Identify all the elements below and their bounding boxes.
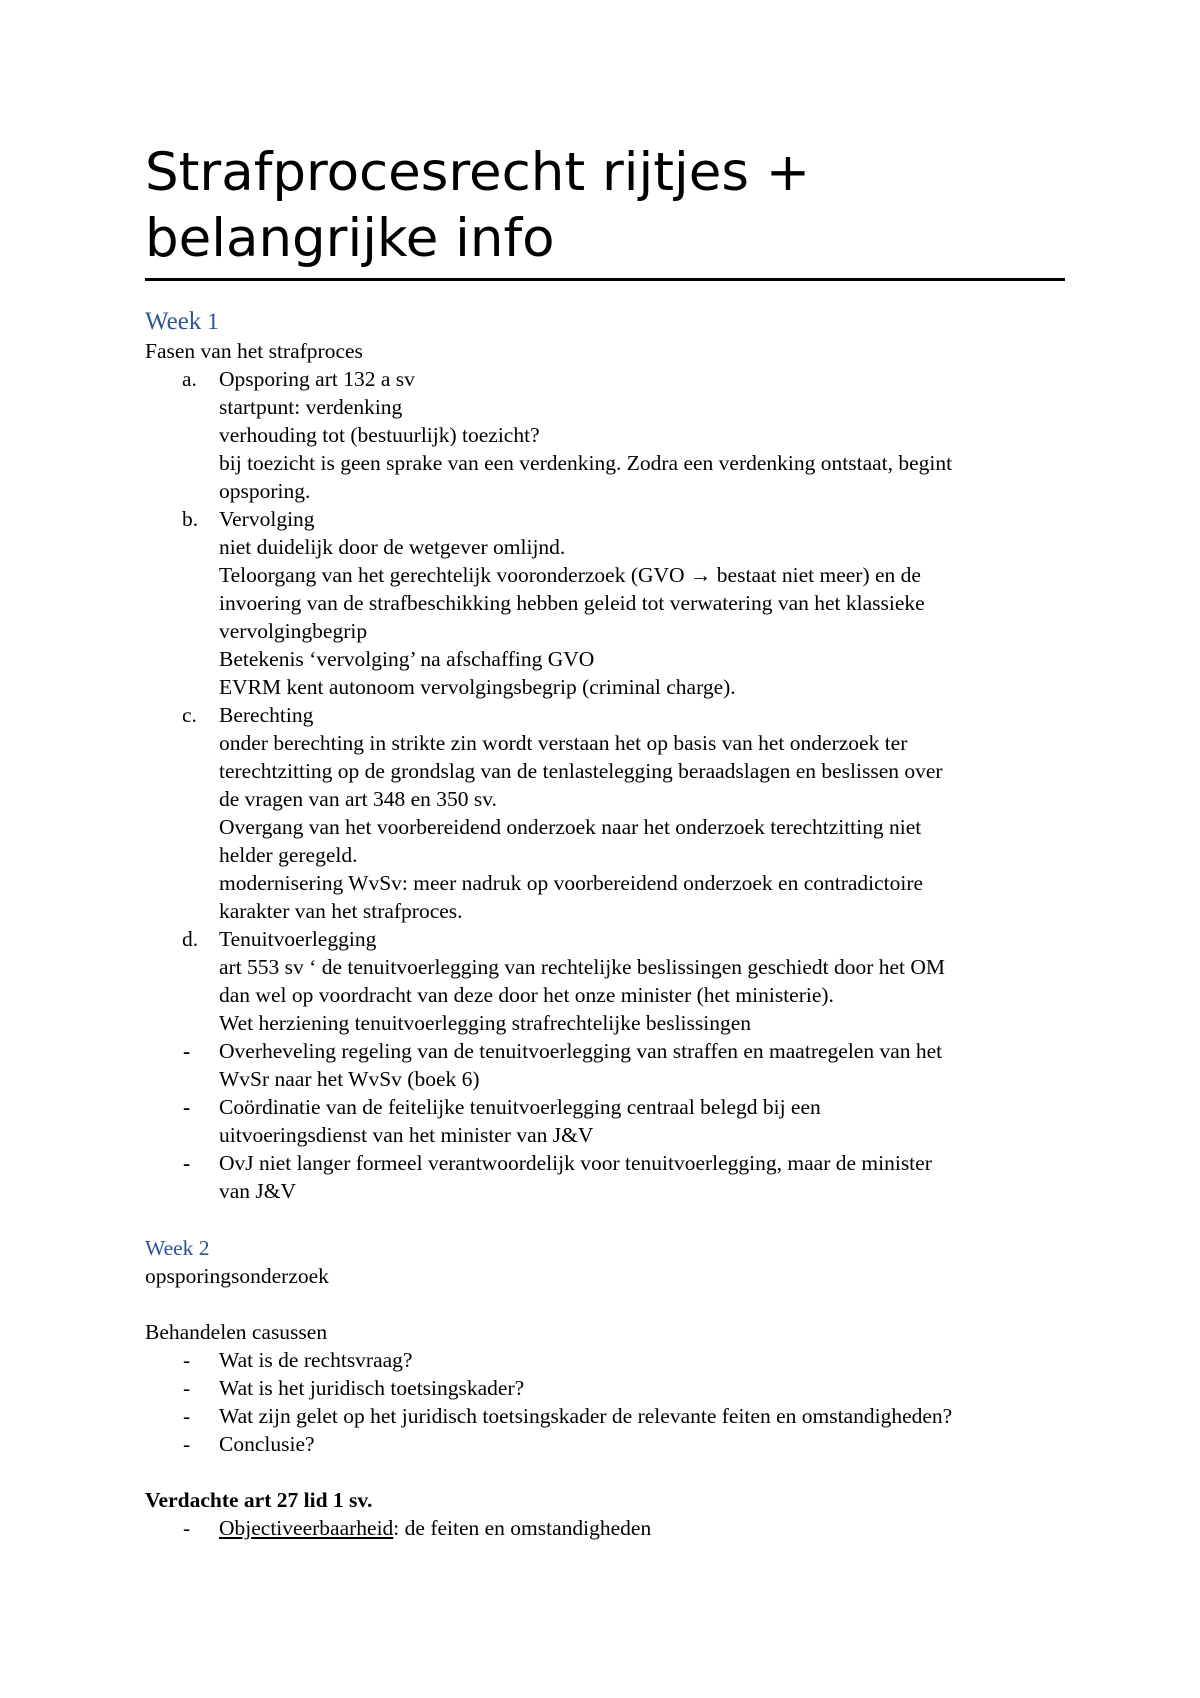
week-2-subtitle: opsporingsonderzoek bbox=[145, 1264, 329, 1288]
list-dash: - bbox=[183, 1376, 191, 1400]
list-item-line: WvSr naar het WvSv (boek 6) bbox=[219, 1067, 480, 1091]
casus-question bbox=[145, 1346, 1065, 1374]
list-dash: - bbox=[183, 1516, 191, 1540]
casus-question-text: Wat is het juridisch toetsingskader? bbox=[219, 1376, 525, 1400]
casussen-heading: Behandelen casussen bbox=[145, 1320, 328, 1344]
casus-question bbox=[145, 1402, 1065, 1430]
list-item-line: uitvoeringsdienst van het minister van J&V bbox=[219, 1123, 594, 1147]
enforcement-bullet-list bbox=[145, 1037, 1065, 1205]
list-marker: - bbox=[183, 1095, 191, 1119]
verdachte-list-item bbox=[145, 1514, 1065, 1542]
list-item-line: Teloorgang van het gerechtelijk vooronderzoek (GVO → bestaat niet meer) en de bbox=[219, 563, 921, 587]
phase-item bbox=[145, 701, 1065, 925]
list-item-line: startpunt: verdenking bbox=[219, 395, 403, 419]
list-item-heading: Opsporing art 132 a sv bbox=[219, 367, 415, 391]
casus-question-text: Conclusie? bbox=[219, 1432, 315, 1456]
verdachte-term: Objectiveerbaarheid bbox=[219, 1516, 394, 1540]
list-item-line: bij toezicht is geen sprake van een verdenking. Zodra een verdenking ontstaat, begint bbox=[219, 451, 953, 475]
casus-question bbox=[145, 1374, 1065, 1402]
list-item-line: helder geregeld. bbox=[219, 843, 358, 867]
list-item-line: opsporing. bbox=[219, 479, 311, 503]
list-marker: d. bbox=[182, 927, 199, 951]
list-item-line: de vragen van art 348 en 350 sv. bbox=[219, 787, 498, 811]
casus-question bbox=[145, 1430, 1065, 1458]
list-marker: b. bbox=[182, 507, 199, 531]
title-line-1: Strafprocesrecht rijtjes + bbox=[145, 142, 811, 203]
verdachte-term-description: : de feiten en omstandigheden bbox=[393, 1516, 652, 1540]
list-dash: - bbox=[183, 1432, 191, 1456]
list-item-line: vervolgingbegrip bbox=[219, 619, 368, 643]
list-item-line: Betekenis ‘vervolging’ na afschaffing GVO bbox=[219, 647, 595, 671]
blank-line bbox=[145, 1458, 1065, 1486]
document-title bbox=[145, 140, 1065, 281]
list-dash: - bbox=[183, 1404, 191, 1428]
casus-question-text: Wat zijn gelet op het juridisch toetsingskader de relevante feiten en omstandigheden? bbox=[219, 1404, 953, 1428]
enforcement-bullet bbox=[145, 1037, 1065, 1093]
list-marker: a. bbox=[182, 367, 197, 391]
phase-item bbox=[145, 365, 1065, 505]
list-item-heading: Coördinatie van de feitelijke tenuitvoerlegging centraal belegd bij een bbox=[219, 1095, 821, 1119]
casussen-list bbox=[145, 1346, 1065, 1458]
list-item-line: invoering van de strafbeschikking hebben geleid tot verwatering van het klassieke bbox=[219, 591, 925, 615]
enforcement-bullet bbox=[145, 1093, 1065, 1149]
week-1-heading-number: 1 bbox=[207, 309, 219, 335]
list-marker: - bbox=[183, 1039, 191, 1063]
enforcement-bullet bbox=[145, 1149, 1065, 1205]
list-item-line: karakter van het strafproces. bbox=[219, 899, 463, 923]
week-1-heading-word: Week bbox=[145, 308, 202, 335]
list-item-heading: Overheveling regeling van de tenuitvoerlegging van straffen en maatregelen van het bbox=[219, 1039, 943, 1063]
list-item-line: modernisering WvSv: meer nadruk op voorbereidend onderzoek en contradictoire bbox=[219, 871, 924, 895]
title-line-2: belangrijke info bbox=[145, 208, 555, 269]
verdachte-heading: Verdachte art 27 lid 1 sv. bbox=[145, 1488, 373, 1512]
list-item-line: verhouding tot (bestuurlijk) toezicht? bbox=[219, 423, 540, 447]
list-item-line: niet duidelijk door de wetgever omlijnd. bbox=[219, 535, 566, 559]
list-item-line: terechtzitting op de grondslag van de tenlastelegging beraadslagen en beslissen over bbox=[219, 759, 943, 783]
document-page bbox=[145, 140, 1065, 1542]
list-item-line: onder berechting in strikte zin wordt verstaan het op basis van het onderzoek ter bbox=[219, 731, 908, 755]
week-2-heading: Week 2 bbox=[145, 1236, 210, 1260]
list-item-line: art 553 sv ‘ de tenuitvoerlegging van rechtelijke beslissingen geschiedt door het OM bbox=[219, 955, 946, 979]
list-marker: - bbox=[183, 1151, 191, 1175]
phase-list bbox=[145, 365, 1065, 1037]
list-item-line: Overgang van het voorbereidend onderzoek naar het onderzoek terechtzitting niet bbox=[219, 815, 922, 839]
casus-question-text: Wat is de rechtsvraag? bbox=[219, 1348, 413, 1372]
list-marker: c. bbox=[182, 703, 197, 727]
list-item-line: Wet herziening tenuitvoerlegging strafrechtelijke beslissingen bbox=[219, 1011, 752, 1035]
week-1-heading bbox=[145, 307, 1065, 337]
list-item-line: EVRM kent autonoom vervolgingsbegrip (criminal charge). bbox=[219, 675, 736, 699]
list-dash: - bbox=[183, 1348, 191, 1372]
list-item-heading: Tenuitvoerlegging bbox=[219, 927, 377, 951]
phase-item bbox=[145, 925, 1065, 1037]
week-1-subtitle: Fasen van het strafproces bbox=[145, 339, 363, 363]
list-item-heading: Vervolging bbox=[219, 507, 315, 531]
list-item-line: van J&V bbox=[219, 1179, 297, 1203]
list-item-heading: OvJ niet langer formeel verantwoordelijk voor tenuitvoerlegging, maar de minister bbox=[219, 1151, 932, 1175]
blank-line bbox=[145, 1290, 1065, 1318]
phase-item bbox=[145, 505, 1065, 701]
list-item-line: dan wel op voordracht van deze door het onze minister (het ministerie). bbox=[219, 983, 834, 1007]
list-item-heading: Berechting bbox=[219, 703, 314, 727]
